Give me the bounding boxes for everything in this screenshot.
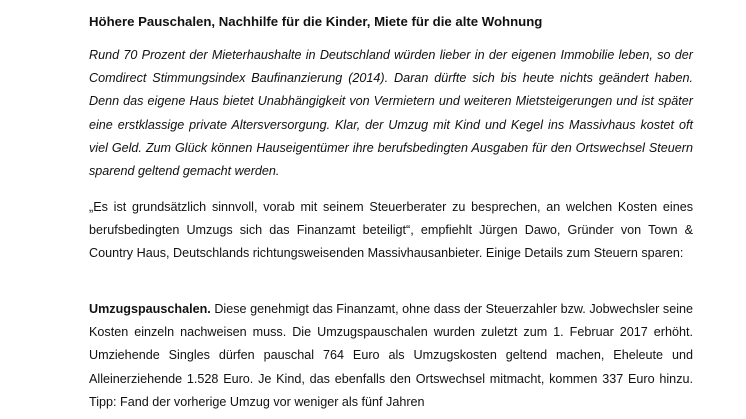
paragraph-body-text: Diese genehmigt das Finanzamt, ohne dass der Steuerzahler bzw. Jobwechsler seine Kosten einzeln nachweisen muss. Die Umzugspauschalen wurden zuletzt zum 1. Februar 2017 erhöht. Umziehende Singles dürfen pauschal 764 Euro als Umzugskosten geltend machen, Eheleute und Alleinerziehende 1.528 Euro. Je Kind, das ebenfalls den Ortswechsel mitmacht, kommen 337 Euro hinzu. Tipp: Fand der vorherige Umzug vor weniger als fünf Jahren bbox=[89, 302, 693, 409]
umzugspauschalen-paragraph bbox=[89, 298, 693, 414]
section-heading: Höhere Pauschalen, Nachhilfe für die Kinder, Miete für die alte Wohnung bbox=[89, 14, 543, 29]
quote-paragraph: „Es ist grundsätzlich sinnvoll, vorab mit seinem Steuerberater zu besprechen, an welchen Kosten eines berufsbedingten Umzugs sich das Finanzamt beteiligt“, empfiehlt Jürgen Dawo, Gründer von Town & Country Haus, Deutschlands richtungsweisenden Massivhausanbieter. Einige Details zum Steuern sparen: bbox=[89, 200, 693, 261]
paragraph-lead-term: Umzugspauschalen. bbox=[89, 302, 211, 316]
intro-paragraph: Rund 70 Prozent der Mieterhaushalte in Deutschland würden lieber in der eigenen Immobilie leben, so der Comdirect Stimmungsindex Baufinanzierung (2014). Daran dürfte sich bis heute nichts geändert haben. Denn das eigene Haus bietet Unabhängigkeit von Vermietern und weiteren Mietsteigerungen und ist später eine erstklassige private Altersversorgung. Klar, der Umzug mit Kind und Kegel ins Massivhaus kostet oft viel Geld. Zum Glück können Hauseigentümer ihre berufsbedingten Ausgaben für den Ortswechsel Steuern sparend geltend gemacht werden. bbox=[89, 48, 693, 179]
